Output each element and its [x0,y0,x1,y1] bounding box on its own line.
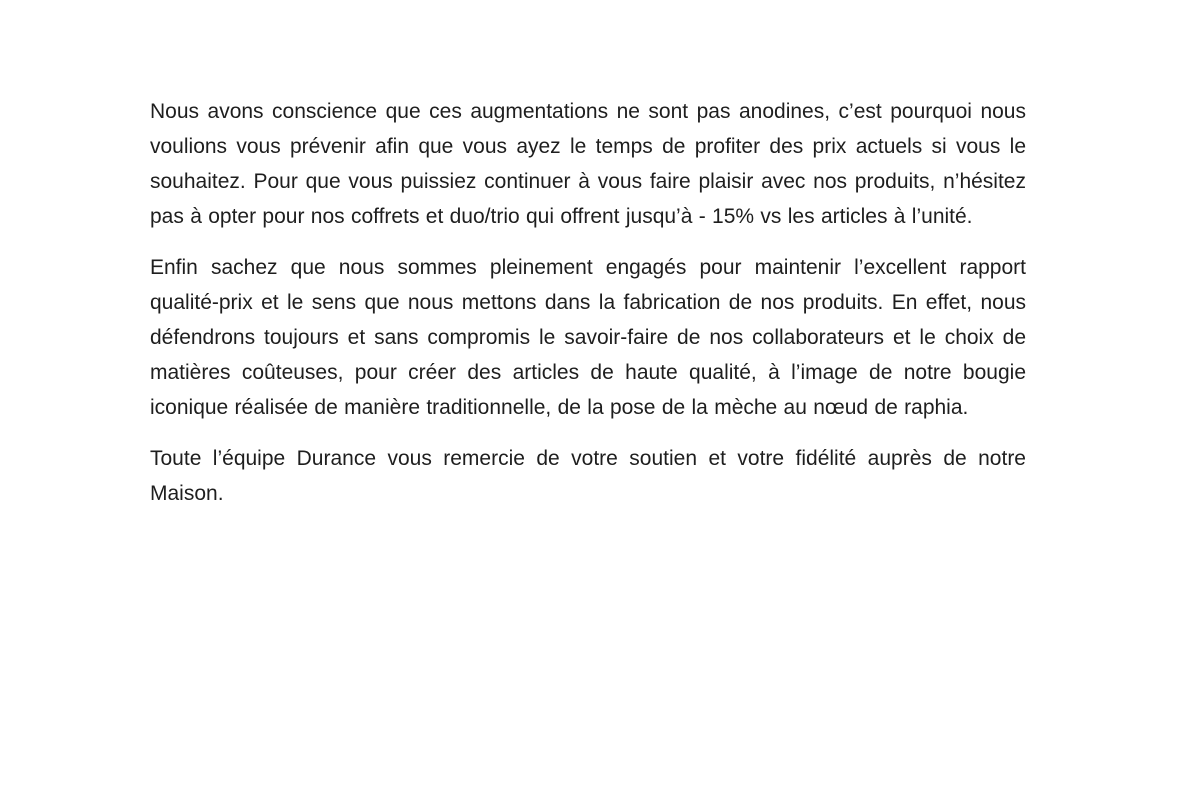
document-body [150,94,1026,527]
paragraph-thanks: Toute l’équipe Durance vous remercie de votre soutien et votre fidélité auprès de notre Maison. [150,447,1026,505]
paragraph-price-increase: Nous avons conscience que ces augmentations ne sont pas anodines, c’est pourquoi nous voulions vous prévenir afin que vous ayez le temps de profiter des prix actuels si vous le souhaitez. Pour que vous puissiez continuer à vous faire plaisir avec nos produits, n’hésitez pas à opter pour nos coffrets et duo/trio qui offrent jusqu’à - 15% vs les articles à l’unité. [150,100,1026,228]
paragraph-commitment: Enfin sachez que nous sommes pleinement engagés pour maintenir l’excellent rapport qualité-prix et le sens que nous mettons dans la fabrication de nos produits. En effet, nous défendrons toujours et sans compromis le savoir-faire de nos collaborateurs et le choix de matières coûteuses, pour créer des articles de haute qualité, à l’image de notre bougie iconique réalisée de manière traditionnelle, de la pose de la mèche au nœud de raphia. [150,256,1026,419]
